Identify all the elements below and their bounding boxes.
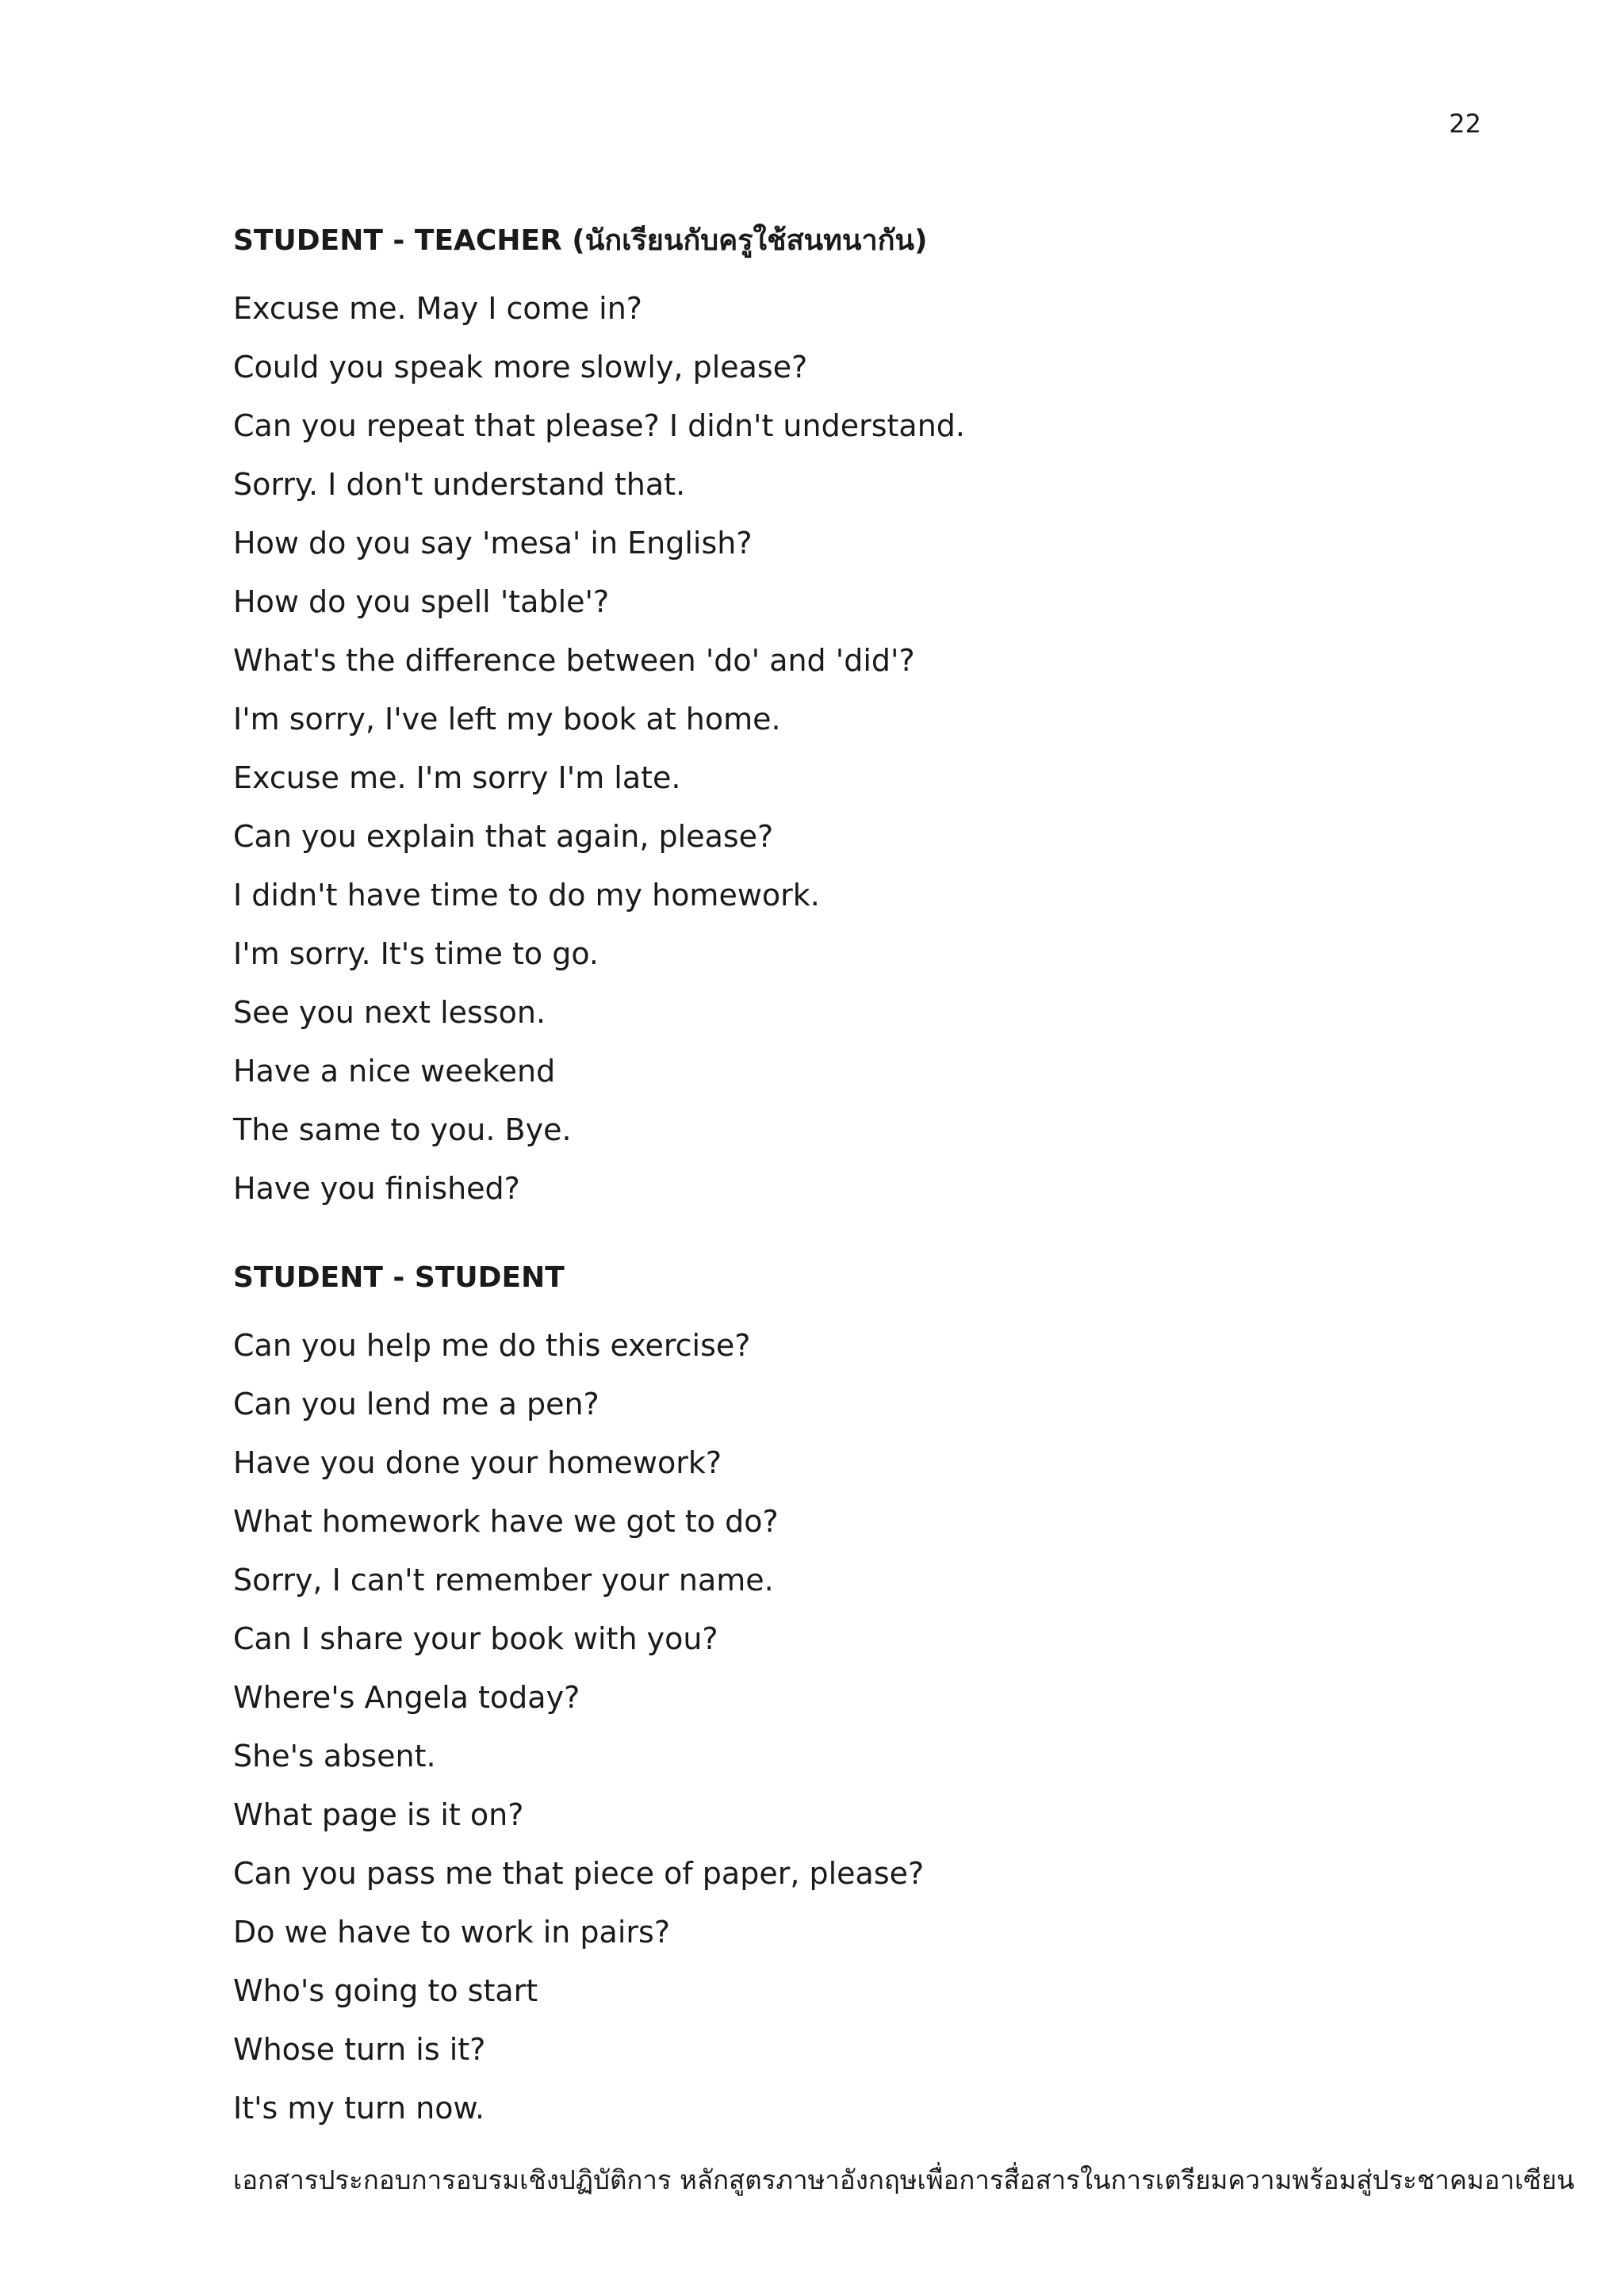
phrase-item: Do we have to work in pairs? [233,1915,670,1950]
phrase-item: How do you spell 'table'? [233,584,610,619]
phrase-item: It's my turn now. [233,2091,485,2126]
phrase-item: Sorry, I can't remember your name. [233,1563,774,1598]
phrase-item: What page is it on? [233,1797,524,1832]
phrase-item: Have a nice weekend [233,1054,556,1089]
phrase-item: Sorry. I don't understand that. [233,467,686,502]
phrase-item: I'm sorry, I've left my book at home. [233,702,781,737]
page-number: 22 [1449,109,1481,139]
phrase-item: Have you finished? [233,1171,520,1206]
phrase-item: Can you pass me that piece of paper, please? [233,1856,925,1891]
phrase-item: I didn't have time to do my homework. [233,878,820,913]
document-body [233,220,1502,2137]
section-student-student [233,1257,1502,2137]
phrase-item: Could you speak more slowly, please? [233,350,808,385]
phrase-item: Have you done your homework? [233,1445,722,1480]
document-footer: เอกสารประกอบการอบรมเชิงปฏิบัติการ หลักสูตรภาษาอังกฤษเพื่อการสื่อสารในการเตรียมความพร้อมสู่ประชาคมอาเซียน [233,2164,1575,2195]
section-heading: STUDENT - TEACHER (นักเรียนกับครูใช้สนทนากัน) [233,224,928,257]
phrase-item: How do you say 'mesa' in English? [233,526,753,561]
phrase-item: Where's Angela today? [233,1680,580,1715]
section-student-teacher [233,220,1502,1218]
section-heading: STUDENT - STUDENT [233,1261,565,1294]
phrase-item: Can you lend me a pen? [233,1387,599,1422]
phrase-item: See you next lesson. [233,995,546,1030]
phrase-item: What homework have we got to do? [233,1504,779,1539]
phrase-item: Can you explain that again, please? [233,819,774,854]
phrase-item: Excuse me. May I come in? [233,291,642,326]
phrase-item: Whose turn is it? [233,2032,486,2067]
phrase-item: Can you repeat that please? I didn't understand. [233,408,965,443]
phrase-item: What's the difference between 'do' and 'did'? [233,643,915,678]
phrase-item: Can you help me do this exercise? [233,1328,751,1363]
phrase-item: She's absent. [233,1739,436,1774]
phrase-item: Excuse me. I'm sorry I'm late. [233,760,681,795]
phrase-item: Can I share your book with you? [233,1621,718,1656]
phrase-list [233,1316,1502,2137]
phrase-item: I'm sorry. It's time to go. [233,936,599,971]
phrase-item: Who's going to start [233,1973,538,2008]
phrase-item: The same to you. Bye. [233,1112,572,1147]
phrase-list [233,279,1502,1218]
